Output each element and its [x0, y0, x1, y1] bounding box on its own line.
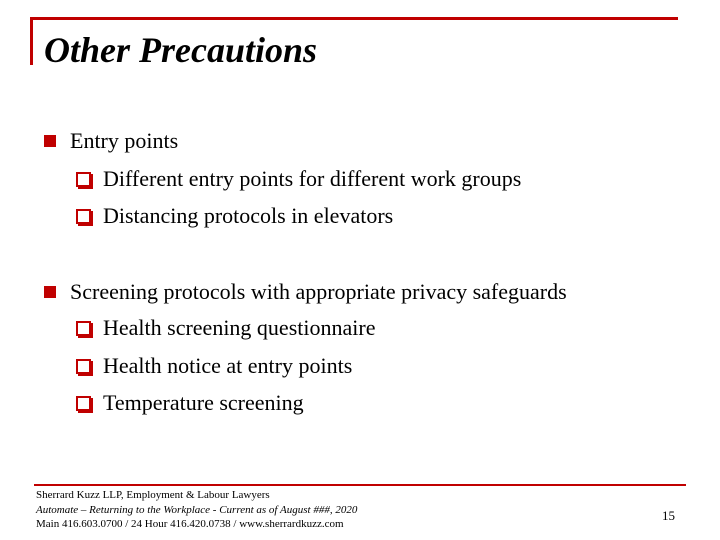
subbullet-text: Different entry points for different work groups [103, 166, 522, 191]
bullet-entry-points [44, 128, 178, 154]
subbullet-distancing-elevators [76, 203, 393, 229]
page-number: 15 [662, 508, 675, 523]
hollow-square-bullet-icon [76, 209, 91, 224]
hollow-square-bullet-icon [76, 321, 91, 336]
footer-document-title: Automate – Returning to the Workplace - Current as of August ###, 2020 [36, 503, 358, 516]
title-frame-left [30, 17, 33, 65]
footer-contact: Main 416.603.0700 / 24 Hour 416.420.0738 / www.sherrardkuzz.com [36, 518, 344, 530]
footer-firm-name: Sherrard Kuzz LLP, Employment & Labour Lawyers [36, 489, 270, 501]
square-bullet-icon [44, 286, 56, 298]
hollow-square-bullet-icon [76, 359, 91, 374]
footer [36, 488, 357, 532]
subbullet-text: Distancing protocols in elevators [103, 203, 394, 228]
subbullet-text: Health screening questionnaire [103, 315, 376, 340]
square-bullet-icon [44, 135, 56, 147]
subbullet-health-questionnaire [76, 315, 375, 341]
subbullet-text: Temperature screening [103, 390, 304, 415]
bullet-text: Screening protocols with appropriate privacy safeguards [70, 279, 567, 304]
subbullet-different-entry-points [76, 166, 521, 192]
title-frame-top [30, 17, 678, 20]
bullet-screening-protocols [44, 279, 567, 305]
hollow-square-bullet-icon [76, 172, 91, 187]
subbullet-health-notice [76, 353, 352, 379]
slide-title: Other Precautions [44, 30, 318, 70]
subbullet-temperature-screening [76, 390, 304, 416]
hollow-square-bullet-icon [76, 396, 91, 411]
subbullet-text: Health notice at entry points [103, 353, 353, 378]
footer-rule [34, 484, 686, 486]
bullet-text: Entry points [70, 128, 179, 153]
